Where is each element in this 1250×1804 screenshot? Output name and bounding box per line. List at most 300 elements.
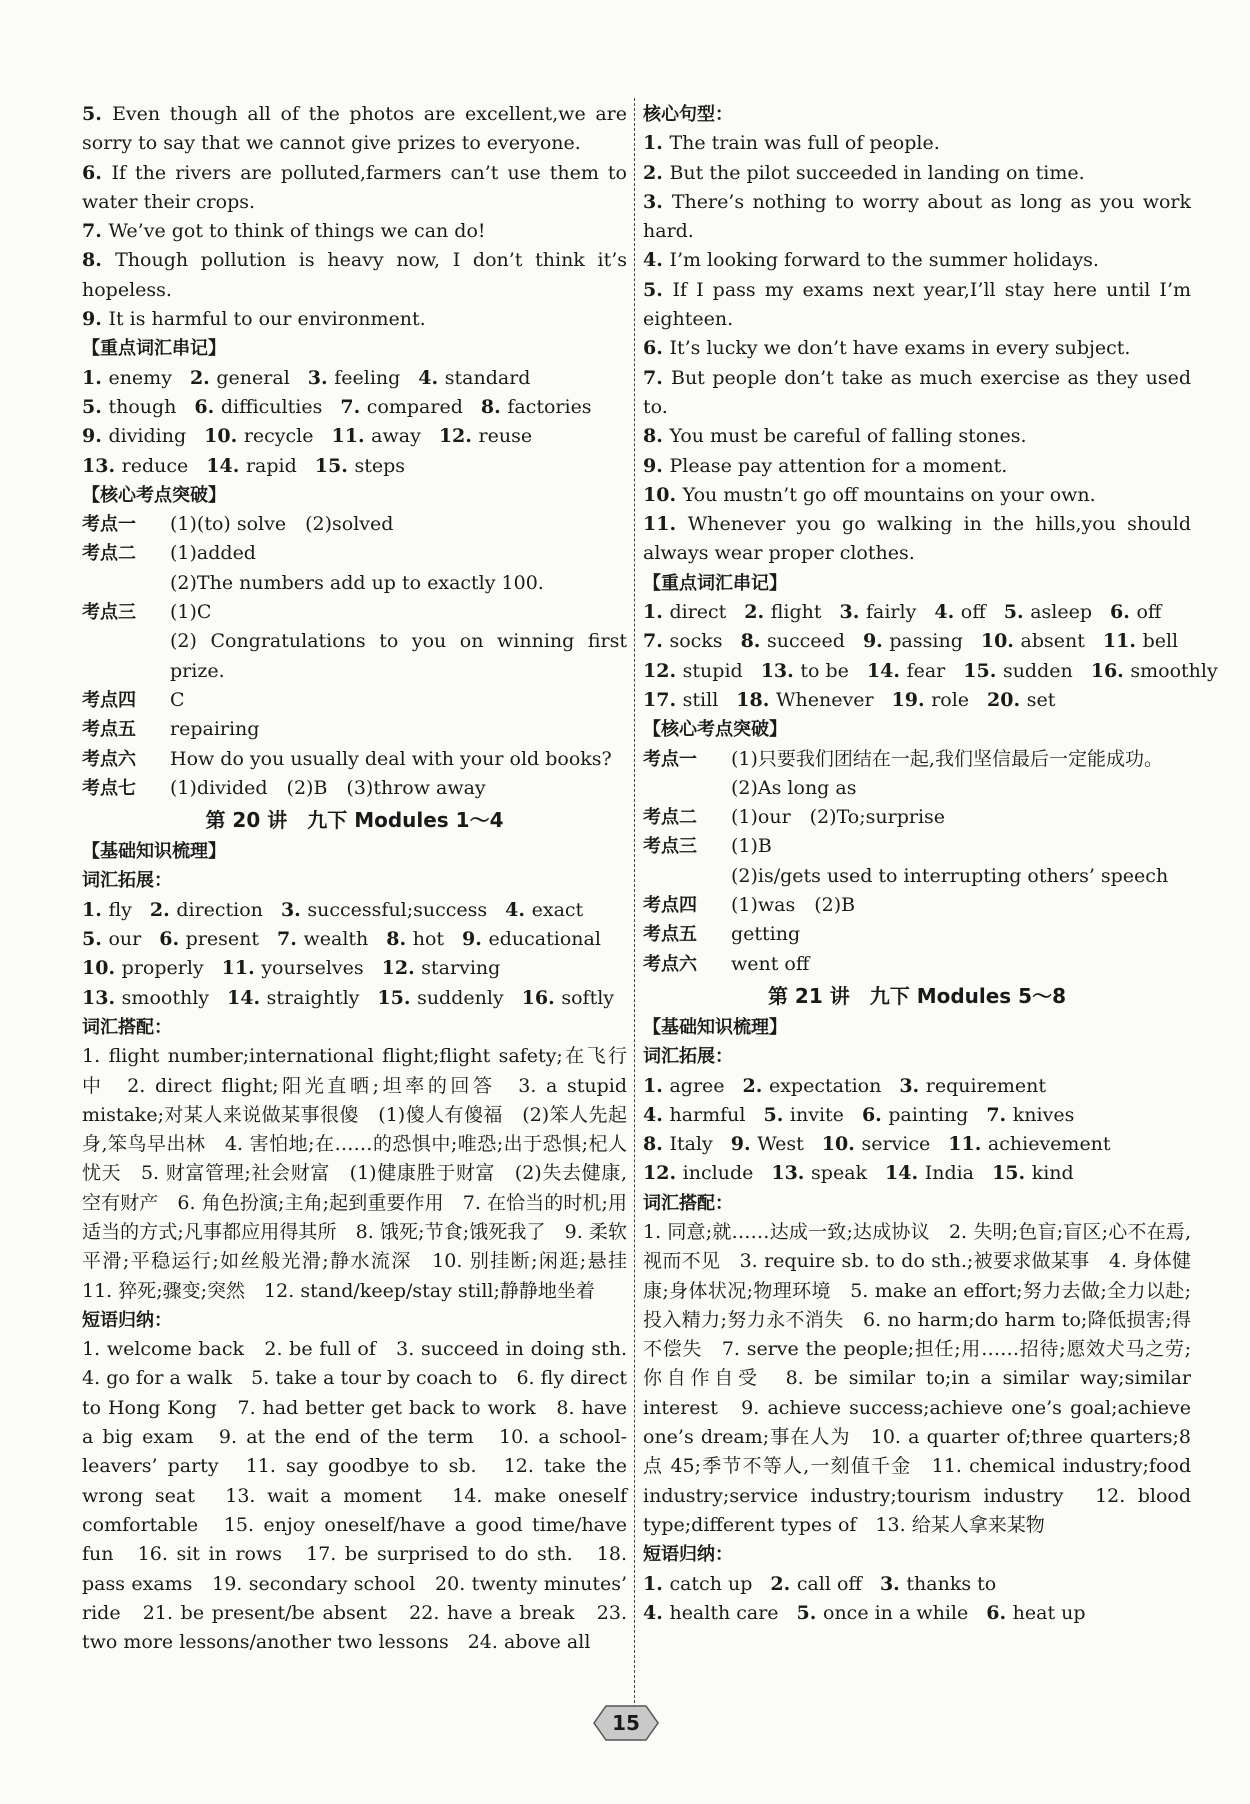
phrase-heading: 短语归纳： — [82, 1309, 172, 1331]
item-number: 3. — [899, 1074, 926, 1097]
ext-item — [771, 1162, 867, 1184]
item-text: starving — [421, 957, 501, 980]
item-number: 9. — [730, 1133, 758, 1156]
column-divider — [634, 98, 635, 1708]
phrase-item — [643, 1573, 752, 1595]
item-number: 7. — [277, 928, 304, 951]
item-text: fly — [108, 898, 132, 921]
item-text: still — [682, 688, 719, 711]
ext-item — [462, 928, 601, 950]
core-sentence — [643, 452, 1191, 481]
key-point-answer — [731, 950, 1191, 979]
item-text: thanks to — [906, 1572, 997, 1595]
item-text: There’s nothing to worry about as long as you work hard. — [643, 190, 1192, 243]
item-number: 10. — [821, 1133, 862, 1156]
vocab-item — [206, 455, 296, 477]
key-point-line: (1)(to) solve (2)solved — [170, 513, 394, 536]
item-text: painting — [888, 1103, 969, 1126]
sentence — [82, 246, 627, 305]
vocab-row — [643, 686, 1191, 715]
item-number: 4. — [643, 1601, 670, 1624]
item-text: off — [1136, 601, 1162, 624]
item-number: 12. — [438, 425, 479, 448]
item-number: 19. — [891, 688, 932, 711]
phrase-item — [770, 1573, 862, 1595]
phrase-heading: 短语归纳： — [643, 1544, 733, 1566]
ext-item — [377, 987, 503, 1009]
key-point — [643, 745, 1191, 804]
item-text: compared — [366, 395, 463, 418]
key-point-line: (1)added — [170, 542, 256, 565]
item-number: 8. — [643, 1133, 670, 1156]
vocab-extension-list — [82, 896, 627, 1013]
vocab-item — [82, 425, 186, 447]
key-points — [643, 745, 1191, 979]
vocab-item — [1004, 601, 1092, 623]
ext-item — [281, 899, 487, 921]
vocab-item — [643, 601, 726, 623]
item-text: once in a while — [823, 1601, 969, 1624]
vocab-item — [987, 689, 1055, 711]
item-number: 13. — [771, 1162, 812, 1185]
key-point-line: (2) Congratulations to you on winning first prize. — [170, 630, 627, 682]
item-text: India — [924, 1162, 975, 1185]
chapter-21-title: 第 21 讲 九下 Modules 5～8 — [767, 983, 1067, 1008]
item-text: agree — [669, 1074, 725, 1097]
key-point-line: (1)divided (2)B (3)throw away — [170, 776, 486, 799]
item-text: to be — [800, 659, 849, 682]
vocab-item — [340, 396, 463, 418]
vocab-row — [82, 364, 627, 393]
ext-item — [731, 1133, 804, 1155]
vocab-item — [761, 660, 849, 682]
ext-item — [382, 957, 501, 979]
kp-heading: 【核心考点突破】 — [643, 719, 787, 741]
item-number: 14. — [206, 454, 246, 477]
phrase-text: 1. welcome back 2. be full of 3. succeed in doing sth. 4. go for a walk 5. take a tour by coach to 6. fly direct to Hong Kong 7. had better get back to work 8. have a big exam 9. at the end of the term 10. a school-leavers’ party 11. say goodbye to sb. 12. take the wrong seat 13. wait a moment 14. make oneself comfortable 15. enjoy oneself/have a good time/have fun 16. sit in rows 17. be surprised to do sth. 18. pass exams 19. secondary school 20. twenty minutes’ ride 21. be present/be absent 22. have a break 23. two more lessons/another two lessons 24. above all — [82, 1338, 647, 1654]
item-number: 2. — [770, 1572, 797, 1595]
key-point — [82, 774, 627, 803]
item-text: yourselves — [261, 957, 364, 980]
phrase-item — [797, 1602, 969, 1624]
item-number: 5. — [82, 928, 109, 951]
item-number: 9. — [82, 425, 109, 448]
key-point-answer — [170, 774, 627, 803]
item-text: hot — [412, 928, 445, 951]
item-text: West — [757, 1133, 804, 1156]
item-number: 3. — [879, 1572, 907, 1595]
key-point-label: 考点一 — [82, 514, 136, 536]
core-sentence — [643, 364, 1191, 423]
vocab-item — [867, 660, 945, 682]
item-text: reuse — [478, 425, 533, 448]
key-point-label: 考点三 — [82, 602, 136, 624]
core-sentence — [643, 510, 1191, 569]
key-point-line: (2)is/gets used to interrupting others’ speech — [731, 864, 1169, 887]
ext-item — [277, 928, 368, 950]
vocab-row — [643, 627, 1191, 656]
item-text: exact — [531, 898, 584, 921]
item-text: absent — [1020, 630, 1085, 653]
item-number: 3. — [839, 601, 866, 624]
item-text: reduce — [121, 454, 189, 477]
key-point-answer — [170, 715, 627, 744]
item-number: 20. — [987, 688, 1027, 711]
key-point-answer — [170, 686, 627, 715]
basic-heading: 【基础知识梳理】 — [82, 841, 226, 863]
ext-row — [82, 954, 627, 983]
item-number: 1. — [643, 132, 670, 155]
item-number: 4. — [934, 601, 961, 624]
key-point — [643, 803, 1191, 832]
item-number: 14. — [227, 986, 267, 1009]
item-number: 5. — [643, 278, 673, 301]
key-point-line: (2)As long as — [731, 776, 857, 799]
ext-item — [899, 1075, 1046, 1097]
item-number: 13. — [82, 986, 122, 1009]
vocab-item — [934, 601, 985, 623]
item-text: speak — [811, 1162, 868, 1185]
item-number: 4. — [418, 366, 445, 389]
item-number: 9. — [862, 630, 890, 653]
key-point — [643, 832, 1191, 891]
ext-item — [82, 957, 204, 979]
vocab-item — [418, 367, 530, 389]
item-text: harmful — [669, 1103, 746, 1126]
item-number: 6. — [82, 161, 112, 184]
item-number: 16. — [1090, 659, 1131, 682]
item-number: 10. — [82, 957, 122, 980]
core-sentence — [643, 422, 1191, 451]
item-text: socks — [669, 630, 723, 653]
item-text: our — [108, 928, 142, 951]
item-text: though — [108, 395, 177, 418]
key-point — [82, 539, 627, 598]
item-number: 1. — [643, 1074, 670, 1097]
key-point — [82, 510, 627, 539]
item-text: knives — [1012, 1103, 1075, 1126]
item-number: 5. — [1003, 601, 1031, 624]
item-text: succeed — [767, 630, 845, 653]
ext-item — [82, 928, 141, 950]
key-point-answer — [170, 539, 627, 598]
key-point-line: (1)只要我们团结在一起,我们坚信最后一定能成功。 — [731, 747, 1163, 770]
item-number: 3. — [643, 190, 672, 213]
item-number: 4. — [643, 249, 670, 272]
phrase-list — [643, 1570, 1191, 1629]
item-number: 11. — [643, 513, 688, 536]
item-number: 2. — [742, 1074, 769, 1097]
sentence — [82, 100, 627, 159]
item-text: enemy — [108, 366, 172, 389]
ext-item — [743, 1075, 882, 1097]
item-number: 1. — [643, 1572, 670, 1595]
core-sentence — [643, 159, 1191, 188]
ext-row — [643, 1159, 1191, 1188]
page-number-badge — [590, 1702, 662, 1744]
key-point-label: 考点六 — [82, 748, 136, 770]
item-text: sudden — [1002, 659, 1073, 682]
item-number: 4. — [643, 1103, 670, 1126]
phrase-item — [643, 1602, 779, 1624]
item-number: 10. — [643, 483, 683, 506]
key-point-answer — [731, 920, 1191, 949]
item-number: 3. — [280, 898, 308, 921]
item-number: 10. — [980, 630, 1021, 653]
key-point-label: 考点一 — [643, 748, 697, 770]
item-number: 8. — [82, 249, 116, 272]
item-number: 8. — [643, 425, 670, 448]
item-text: invite — [789, 1103, 844, 1126]
item-text: stupid — [682, 659, 743, 682]
key-point — [643, 891, 1191, 920]
vocab-item — [1110, 601, 1161, 623]
key-point-line: C — [170, 688, 185, 711]
item-number: 16. — [521, 986, 562, 1009]
item-text: rapid — [245, 454, 297, 477]
item-number: 2. — [149, 898, 177, 921]
item-text: educational — [488, 928, 601, 951]
ext-item — [643, 1162, 753, 1184]
item-number: 9. — [82, 308, 109, 331]
key-point — [82, 715, 627, 744]
item-number: 9. — [462, 928, 489, 951]
core-sentence — [643, 334, 1191, 363]
item-text: away — [371, 425, 421, 448]
item-number: 6. — [643, 337, 670, 360]
item-number: 1. — [643, 601, 670, 624]
vocab-item — [315, 455, 405, 477]
vocab-item — [736, 689, 873, 711]
key-point-line: (2)The numbers add up to exactly 100. — [170, 571, 544, 594]
item-number: 6. — [861, 1103, 889, 1126]
item-text: But the pilot succeeded in landing on time. — [669, 161, 1085, 184]
ext-row — [643, 1072, 1191, 1101]
item-number: 6. — [1110, 601, 1137, 624]
key-point-label: 考点二 — [643, 807, 697, 829]
key-point-label: 考点五 — [82, 719, 136, 741]
ext-item — [227, 987, 359, 1009]
key-point — [82, 745, 627, 774]
page-number: 15 — [612, 1711, 640, 1735]
phrase-row — [643, 1599, 1191, 1628]
vocab-item — [190, 367, 290, 389]
item-text: direct — [669, 601, 727, 624]
ext-item — [862, 1104, 968, 1126]
vocab-row — [82, 393, 627, 422]
key-point-label: 考点四 — [643, 895, 697, 917]
vocab-heading: 【重点词汇串记】 — [82, 338, 226, 360]
ext-item — [643, 1104, 745, 1126]
item-text: bell — [1142, 630, 1179, 653]
item-text: present — [185, 928, 260, 951]
item-text: smoothly — [1130, 659, 1218, 682]
item-text: Though pollution is heavy now, I don’t think it’s hopeless. — [82, 249, 628, 301]
vocab-row — [82, 422, 627, 451]
item-number: 18. — [736, 688, 776, 711]
item-text: straightly — [266, 986, 360, 1009]
sentence — [82, 217, 627, 246]
ext-row — [82, 925, 627, 954]
item-text: difficulties — [220, 395, 323, 418]
vocab-item — [1103, 630, 1178, 652]
item-text: flight — [770, 601, 822, 624]
vocab-item — [840, 601, 917, 623]
item-text: general — [216, 366, 290, 389]
key-point-line: getting — [731, 923, 801, 946]
ext-item — [885, 1162, 974, 1184]
sentence — [82, 159, 627, 218]
vocab-item — [439, 425, 532, 447]
item-text: successful;success — [307, 898, 488, 921]
item-number: 12. — [643, 659, 683, 682]
key-point-answer — [731, 832, 1191, 891]
vocab-item — [643, 689, 718, 711]
ext-item — [992, 1162, 1074, 1184]
item-text: smoothly — [121, 986, 209, 1009]
item-number: 11. — [331, 425, 372, 448]
vocab-item — [981, 630, 1085, 652]
item-text: standard — [444, 366, 531, 389]
item-text: factories — [507, 395, 592, 418]
item-text: catch up — [669, 1572, 753, 1595]
item-text: If I pass my exams next year,I’ll stay here until I’m eighteen. — [643, 278, 1191, 331]
key-point-label: 考点三 — [643, 836, 697, 858]
core-sentence — [643, 129, 1191, 158]
ext-item — [82, 987, 209, 1009]
ext-item — [386, 928, 444, 950]
ext-row — [643, 1130, 1191, 1159]
item-text: softly — [561, 986, 615, 1009]
key-point-answer — [731, 745, 1191, 804]
left-column — [82, 100, 647, 1657]
item-text: expectation — [768, 1074, 882, 1097]
key-point-answer — [731, 803, 1191, 832]
collocation-text: 1. flight number;international flight;flight safety;在飞行中 2. direct flight;阳光直晒;坦率的回答 3. a stupid mistake;对某人来说做某事很傻 (1)傻人有傻福 (2)笨人先起身,笨鸟早出林 4. 害怕地;在……的恐惧中;唯恐;出于恐惧;杞人忧天 5. 财富管理;社会财富 (1)健康胜于财富 (2)失去健康,空有财产 6. 角色扮演;主角;起到重要作用 7. 在恰当的时机;用适当的方式;凡事都应用得其所 8. 饿死;节食;饿死我了 9. 柔软平滑;平稳运行;如丝般光滑;静水流深 10. 别挂断;闲逛;悬挂 11. 猝死;骤变;突然 12. stand/keep/stay still;静静地坐着 — [82, 1045, 647, 1302]
vocab-item — [204, 425, 313, 447]
item-text: But people don’t take as much exercise as they used to. — [643, 366, 1191, 418]
item-number: 11. — [221, 957, 262, 980]
item-number: 7. — [643, 630, 670, 653]
item-number: 7. — [340, 395, 367, 418]
item-number: 11. — [1102, 630, 1143, 653]
item-number: 14. — [866, 659, 907, 682]
item-number: 8. — [740, 630, 768, 653]
vocab-heading: 【重点词汇串记】 — [643, 572, 787, 594]
key-point-line: went off — [731, 952, 810, 975]
right-column — [643, 100, 1218, 1628]
item-number: 15. — [314, 454, 355, 477]
item-text: heat up — [1012, 1601, 1086, 1624]
item-number: 1. — [82, 898, 109, 921]
vocab-item — [82, 455, 188, 477]
vocab-item — [481, 396, 592, 418]
item-number: 2. — [189, 366, 217, 389]
item-number: 8. — [480, 395, 508, 418]
item-number: 2. — [643, 161, 670, 184]
item-number: 15. — [377, 986, 418, 1009]
item-number: 12. — [381, 957, 422, 980]
ext-item — [986, 1104, 1074, 1126]
item-text: fear — [906, 659, 946, 682]
item-text: role — [931, 688, 970, 711]
item-text: Please pay attention for a moment. — [669, 454, 1008, 477]
item-number: 7. — [643, 366, 671, 389]
item-number: 15. — [963, 659, 1003, 682]
ext-item — [82, 899, 132, 921]
key-point-line: (1)B — [731, 835, 772, 858]
ext-item — [763, 1104, 843, 1126]
item-number: 6. — [159, 928, 186, 951]
core-sentence — [643, 481, 1191, 510]
item-number: 4. — [505, 898, 532, 921]
item-text: Italy — [669, 1133, 713, 1156]
item-text: set — [1026, 688, 1056, 711]
ext-item — [522, 987, 614, 1009]
core-sentence — [643, 188, 1191, 247]
ext-item — [150, 899, 263, 921]
item-number: 12. — [643, 1162, 683, 1185]
item-text: We’ve got to think of things we can do! — [108, 220, 486, 243]
item-number: 9. — [643, 454, 670, 477]
item-number: 15. — [992, 1162, 1032, 1185]
item-text: You mustn’t go off mountains on your own. — [682, 483, 1096, 506]
ext-item — [643, 1075, 725, 1097]
vocab-item — [892, 689, 970, 711]
vocab-item — [1091, 660, 1218, 682]
collocation-heading: 词汇搭配： — [82, 1016, 172, 1038]
item-text: fairly — [866, 601, 917, 624]
key-points — [82, 510, 627, 803]
item-text: suddenly — [417, 986, 504, 1009]
vocab-row — [643, 598, 1191, 627]
vocab-item — [308, 367, 401, 389]
item-text: properly — [121, 957, 204, 980]
item-text: I’m looking forward to the summer holidays. — [669, 249, 1099, 272]
item-number: 14. — [885, 1162, 925, 1185]
item-text: include — [682, 1162, 754, 1185]
ext-item — [505, 899, 583, 921]
item-text: off — [960, 601, 986, 624]
ext-item — [222, 957, 364, 979]
vocab-list — [82, 364, 627, 481]
item-number: 8. — [386, 928, 413, 951]
item-text: achievement — [987, 1133, 1111, 1156]
item-text: call off — [796, 1572, 862, 1595]
vocab-item — [82, 367, 172, 389]
phrase-row — [643, 1570, 1191, 1599]
key-point-line: (1)was (2)B — [731, 894, 856, 917]
item-text: recycle — [243, 425, 314, 448]
core-sentences — [643, 129, 1191, 568]
item-number: 13. — [760, 659, 801, 682]
item-text: feeling — [334, 366, 401, 389]
ext-row — [82, 896, 627, 925]
kp-heading: 【核心考点突破】 — [82, 484, 226, 506]
item-text: asleep — [1030, 601, 1092, 624]
key-point-line: repairing — [170, 718, 260, 741]
key-point — [82, 598, 627, 686]
key-point-label: 考点四 — [82, 689, 136, 711]
item-number: 11. — [948, 1133, 988, 1156]
collocation-text: 1. 同意;就……达成一致;达成协议 2. 失明;色盲;盲区;心不在焉,视而不见 3. require sb. to do sth.;被要求做某事 4. 身体健康;身体状况;物理环境 5. make an effort;努力去做;全力以赴;投入精力;努力永不消失 6. no harm;do harm to;降低损害;得不偿失 7. serve the people;担任;用……招待;愿效犬马之劳;你自作自受 8. be similar to;in a similar way;similar interest 9. achieve success;achieve one’s goal;achieve one’s dream;事在人为 10. a quarter of;three quarters;8 点 45;季节不等人,一刻值千金 11. chemical industry;food industry;service industry;tourism industry 12. blood type;different types of 13. 给某人拿来某物 — [643, 1220, 1191, 1536]
key-point-line: How do you usually deal with your old books? — [170, 747, 612, 770]
item-text: Whenever — [775, 688, 874, 711]
item-number: 5. — [796, 1601, 823, 1624]
item-text: You must be careful of falling stones. — [669, 425, 1027, 448]
item-number: 2. — [744, 601, 771, 624]
item-text: Even though all of the photos are excellent,we are sorry to say that we cannot give prizes to everyone. — [82, 103, 627, 155]
